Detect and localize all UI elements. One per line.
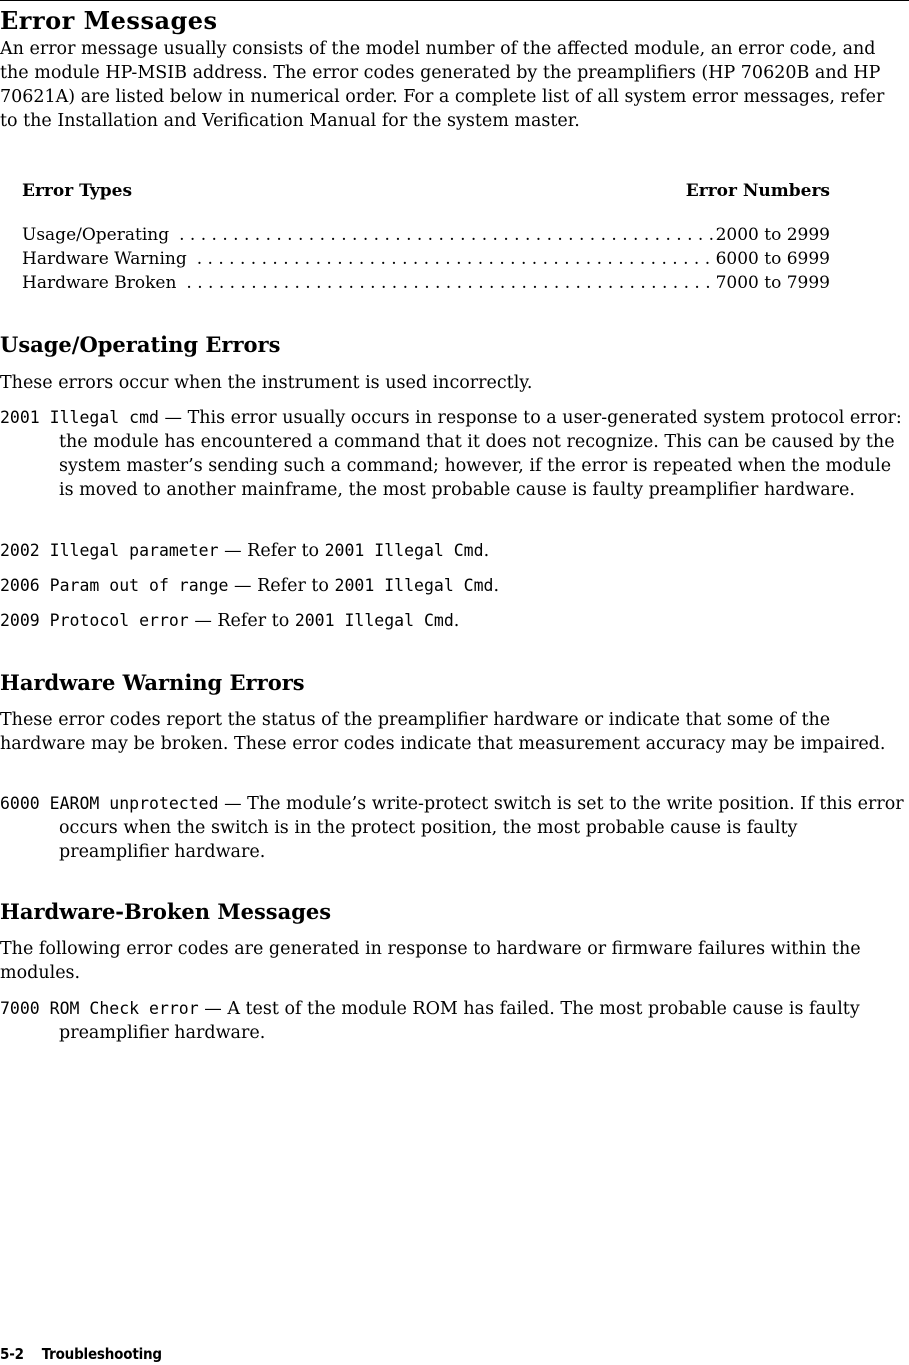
header-error-numbers: Error Numbers <box>685 181 830 201</box>
punctuation: . <box>483 541 490 561</box>
error-entry-2006 <box>0 574 909 598</box>
table-row-usage <box>22 225 830 249</box>
row-type: Hardware Warning <box>22 249 187 269</box>
error-reference: 2001 Illegal Cmd <box>324 541 484 560</box>
top-rule <box>0 0 909 1</box>
error-code: 6000 EAROM unprotected <box>0 794 219 813</box>
row-type: Usage/Operating <box>22 225 170 245</box>
error-code: 7000 ROM Check error <box>0 999 199 1018</box>
leader-dots <box>179 225 713 245</box>
broken-heading: Hardware-Broken Messages <box>0 899 332 924</box>
intro-paragraph: An error message usually consists of the model number of the affected module, an error code, and the module HP-MSIB address. The error codes generated by the preamplifiers (HP 70620B and HP 70621A) are listed below in numerical order. For a complete list of all system error messages, refer to the Installation and Verification Manual for the system master. <box>0 39 885 131</box>
error-description: — Refer to <box>188 611 295 631</box>
leader-dots <box>197 249 714 269</box>
warning-intro: These error codes report the status of the preamplifier hardware or indicate that some of the hardware may be broken. These error codes indicate that measurement accuracy may be impaired. <box>0 710 886 754</box>
error-description: — Refer to <box>218 541 325 561</box>
table-header <box>22 181 830 201</box>
table-row-warning <box>22 249 830 273</box>
broken-intro: The following error codes are generated in response to hardware or firmware failures within the modules. <box>0 939 861 983</box>
row-range: 7000 to 7999 <box>715 273 830 293</box>
punctuation: . <box>453 611 460 631</box>
header-error-types: Error Types <box>22 181 133 201</box>
leader-dots <box>186 273 713 293</box>
error-entry-2001 <box>0 406 909 502</box>
error-description: — The module’s write-protect switch is set to the write position. If this error occurs when the switch is in the protect position, the most probable cause is faulty preamplifier hardware. <box>59 794 904 862</box>
error-reference: 2001 Illegal Cmd <box>334 576 494 595</box>
page-number: 5-2 <box>0 1345 24 1363</box>
error-reference: 2001 Illegal Cmd <box>294 611 454 630</box>
error-description: — Refer to <box>228 576 335 596</box>
error-types-table <box>22 181 830 297</box>
usage-intro: These errors occur when the instrument is used incorrectly. <box>0 373 533 393</box>
warning-heading: Hardware Warning Errors <box>0 670 305 695</box>
error-entry-2009 <box>0 609 909 633</box>
page-footer <box>0 1345 162 1363</box>
row-type: Hardware Broken <box>22 273 177 293</box>
error-description: — A test of the module ROM has failed. The most probable cause is faulty preamplifier hardware. <box>59 999 860 1043</box>
footer-section: Troubleshooting <box>41 1345 162 1363</box>
row-range: 2000 to 2999 <box>715 225 830 245</box>
error-entry-7000 <box>0 997 909 1045</box>
error-code: 2009 Protocol error <box>0 611 189 630</box>
punctuation: . <box>493 576 500 596</box>
error-entry-2002 <box>0 539 909 563</box>
page-title: Error Messages <box>0 6 218 35</box>
error-code: 2002 Illegal parameter <box>0 541 219 560</box>
error-entry-6000 <box>0 792 909 864</box>
error-code: 2001 Illegal cmd <box>0 408 159 427</box>
error-code: 2006 Param out of range <box>0 576 229 595</box>
row-range: 6000 to 6999 <box>715 249 830 269</box>
table-row-broken <box>22 273 830 297</box>
error-description: — This error usually occurs in response to a user-generated system protocol error: the module has encountered a command that it does not recognize. This can be caused by the system master’s sending such a command; however, if the error is repeated when the module is moved to another mainframe, the most probable cause is faulty preamplifier hardware. <box>59 408 902 500</box>
usage-heading: Usage/Operating Errors <box>0 332 281 357</box>
